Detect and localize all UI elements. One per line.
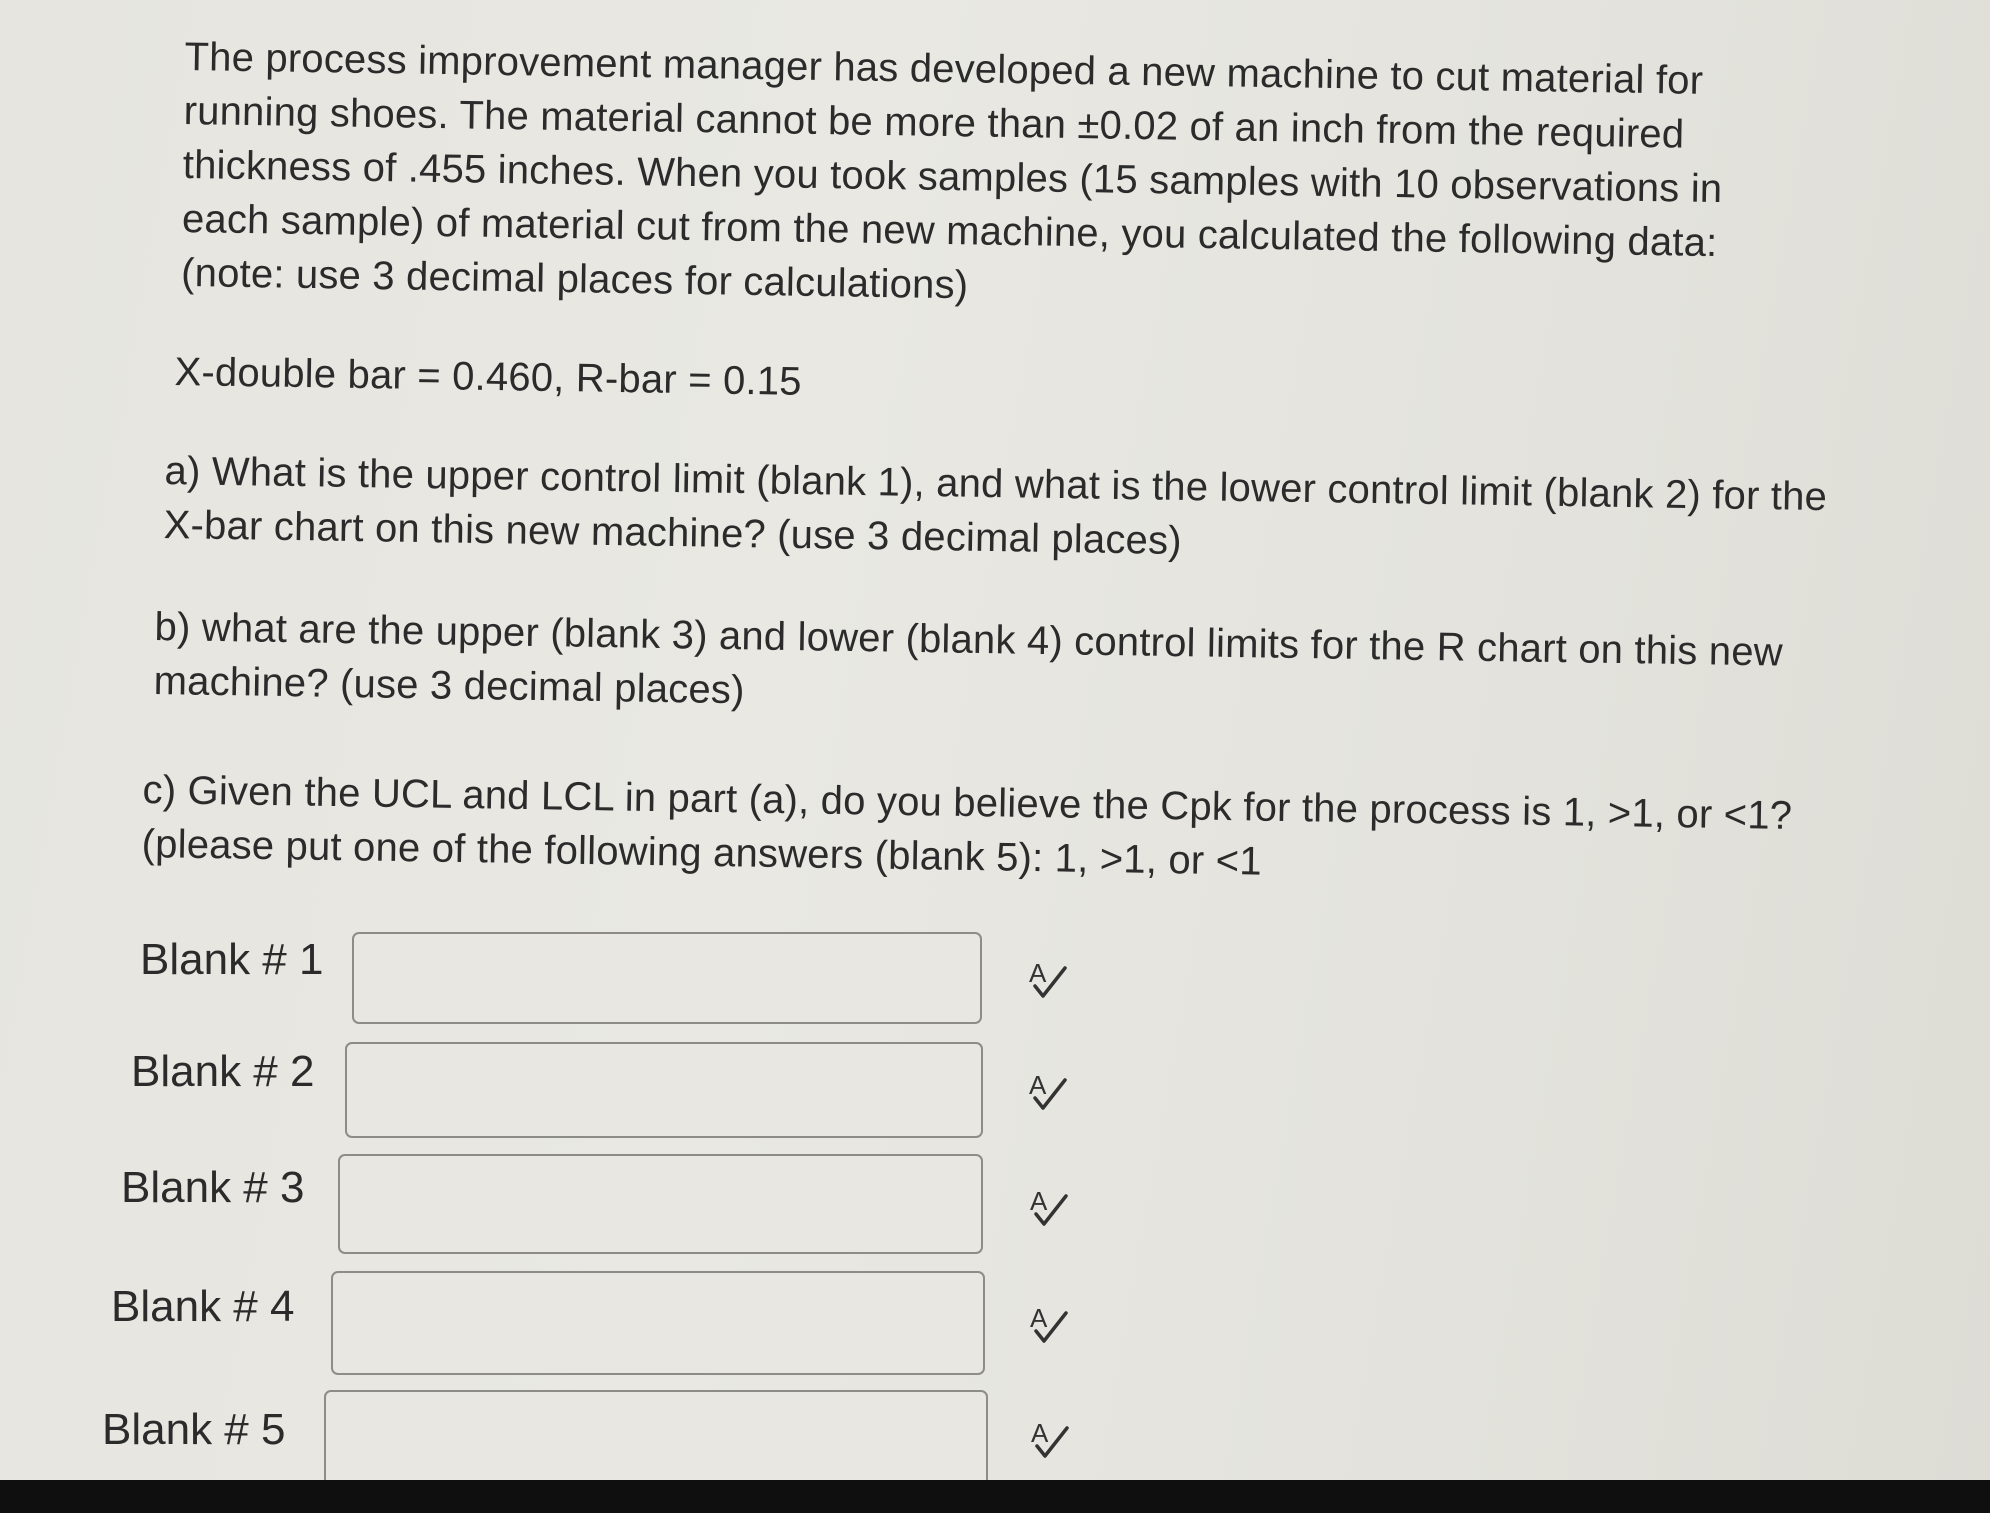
blank-row-2 <box>131 1042 1111 1142</box>
blank-input-5[interactable] <box>324 1390 988 1480</box>
blank-input-4[interactable] <box>331 1271 985 1375</box>
given-data: X-double bar = 0.460, R-bar = 0.15 <box>174 349 803 404</box>
blank-row-5 <box>102 1400 1112 1480</box>
blank-label-3: Blank # 3 <box>121 1163 305 1212</box>
blank-input-1[interactable] <box>352 932 982 1024</box>
question-part-a: a) What is the upper control limit (blank 1), and what is the lower control limit (blank 2) for the X-bar chart on this new machine? (use 3 decimal places) <box>163 448 1828 563</box>
blank-input-3[interactable] <box>338 1154 983 1254</box>
spellcheck-icon[interactable] <box>1025 1068 1077 1120</box>
blank-label-5: Blank # 5 <box>102 1405 286 1454</box>
blank-label-4: Blank # 4 <box>111 1282 295 1331</box>
svg-text:A: A <box>1029 958 1047 988</box>
blank-row-4 <box>111 1277 1111 1377</box>
blank-input-2[interactable] <box>345 1042 983 1138</box>
spellcheck-icon[interactable] <box>1027 1416 1079 1468</box>
question-intro: The process improvement manager has developed a new machine to cut material for running shoes. The material cannot be more than ±0.02 of an inch from the required thickness of .455 inches. When you took samples (15 samples with 10 observations in each sample) of material cut from the new machine, you calculated the following data: (note: use 3 decimal places for calculations) <box>180 34 1723 308</box>
spellcheck-icon[interactable] <box>1026 1184 1078 1236</box>
blank-label-1: Blank # 1 <box>140 935 324 984</box>
screen-bezel <box>0 1480 1990 1513</box>
blank-row-3 <box>121 1158 1111 1258</box>
svg-text:A: A <box>1030 1303 1048 1333</box>
question-part-c: c) Given the UCL and LCL in part (a), do you believe the Cpk for the process is 1, >1, or <1? (please put one of the following answers (blank 5): 1, >1, or <1 <box>141 767 1793 884</box>
spellcheck-icon[interactable] <box>1026 1301 1078 1353</box>
spellcheck-icon[interactable] <box>1025 956 1077 1008</box>
blank-row-1 <box>140 930 1100 1030</box>
svg-text:A: A <box>1031 1418 1049 1448</box>
blank-label-2: Blank # 2 <box>131 1047 315 1096</box>
question-part-b: b) what are the upper (blank 3) and lower (blank 4) control limits for the R chart on this new machine? (use 3 decimal places) <box>153 604 1784 713</box>
svg-text:A: A <box>1029 1070 1047 1100</box>
svg-text:A: A <box>1030 1186 1048 1216</box>
